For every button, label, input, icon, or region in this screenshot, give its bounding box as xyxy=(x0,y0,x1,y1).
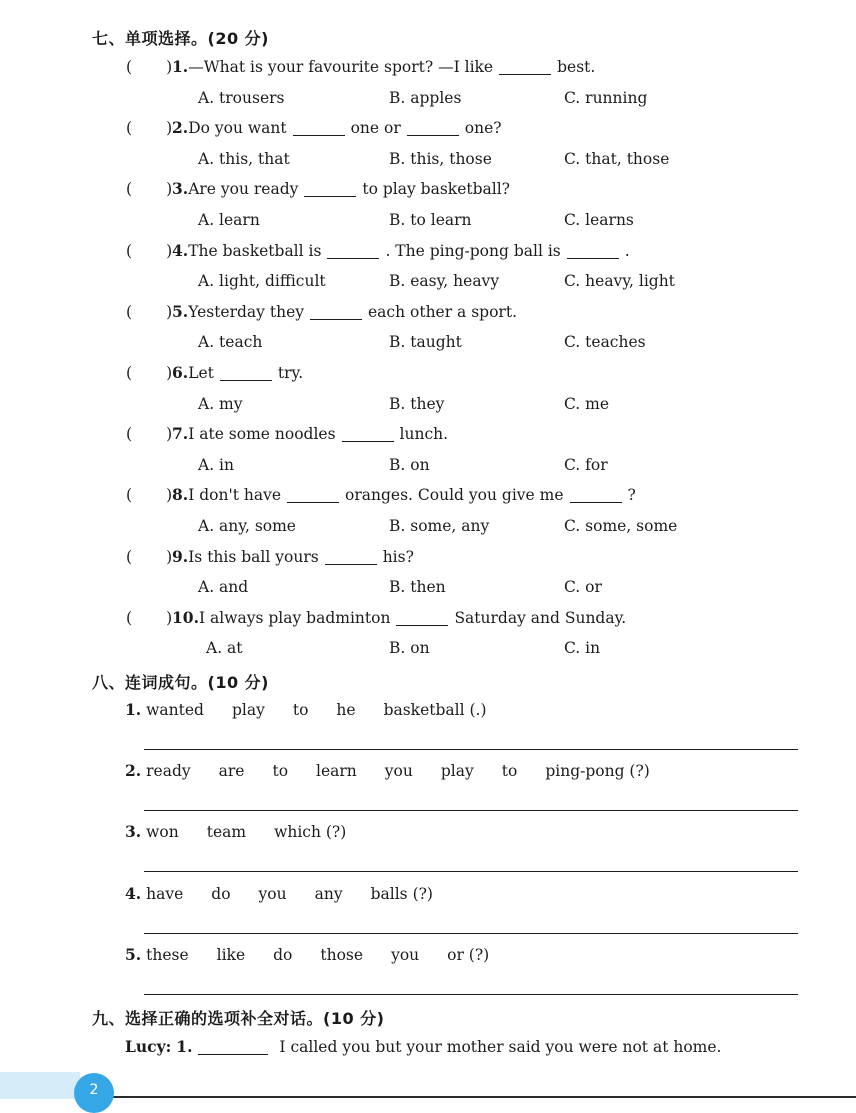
fill-blank[interactable] xyxy=(499,58,551,75)
question-text-end: best. xyxy=(557,58,596,76)
word-token: do xyxy=(211,884,231,903)
question-text-start: The basketball is xyxy=(188,241,322,260)
word-token: learn xyxy=(316,762,357,781)
question-text-start: —What is your favourite sport? —I like xyxy=(188,58,494,76)
option-b[interactable]: B. to learn xyxy=(389,210,472,229)
option-a[interactable]: A. teach xyxy=(198,333,263,352)
option-b[interactable]: B. apples xyxy=(389,88,462,107)
question-6 xyxy=(126,363,303,383)
option-b[interactable]: B. some, any xyxy=(389,516,490,535)
answer-line[interactable] xyxy=(144,994,798,995)
word-order-item-3 xyxy=(125,822,374,842)
question-number: 7. xyxy=(172,424,189,444)
answer-bracket[interactable]: ( ) xyxy=(126,486,173,505)
option-a[interactable]: A. at xyxy=(206,639,243,658)
question-number: 3. xyxy=(172,179,189,199)
section-9-title: 九、选择正确的选项补全对话。(10 分) xyxy=(92,1009,385,1028)
word-token: or (?) xyxy=(447,945,490,964)
word-token: like xyxy=(216,945,246,964)
answer-bracket[interactable]: ( ) xyxy=(126,425,173,444)
answer-line[interactable] xyxy=(144,933,798,934)
word-token: wanted xyxy=(146,701,204,719)
option-c[interactable]: C. that, those xyxy=(564,149,670,168)
question-number: 5. xyxy=(172,301,189,321)
fill-blank-2[interactable] xyxy=(570,486,622,503)
word-token: have xyxy=(146,884,184,903)
question-text-end: one? xyxy=(464,119,502,138)
word-order-item-1 xyxy=(125,700,515,720)
question-text-start: Do you want xyxy=(188,119,287,138)
question-9 xyxy=(126,547,414,567)
option-b[interactable]: B. this, those xyxy=(389,149,492,168)
option-a[interactable]: A. light, difficult xyxy=(198,272,326,291)
footer-rule xyxy=(80,1096,856,1098)
option-a[interactable]: A. learn xyxy=(198,210,260,229)
question-text-start: Is this ball yours xyxy=(188,547,319,566)
question-text-end: lunch. xyxy=(399,425,449,444)
word-token: you xyxy=(258,884,287,903)
question-text-middle: . The ping-pong ball is xyxy=(385,241,561,260)
answer-line[interactable] xyxy=(144,749,798,750)
fill-blank[interactable] xyxy=(310,303,362,320)
word-order-item-4 xyxy=(125,884,461,904)
option-c[interactable]: C. for xyxy=(564,455,608,474)
word-order-item-2 xyxy=(125,761,678,781)
item-number: 2. xyxy=(125,761,142,781)
option-b[interactable]: B. they xyxy=(389,394,445,413)
question-1 xyxy=(126,57,595,77)
option-a[interactable]: A. and xyxy=(198,578,249,597)
word-token: any xyxy=(314,884,343,903)
section-8-title: 八、连词成句。(10 分) xyxy=(92,673,269,692)
fill-blank-2[interactable] xyxy=(407,119,459,136)
dialogue-line-1 xyxy=(125,1037,721,1057)
word-token: to xyxy=(292,701,309,719)
option-b[interactable]: B. on xyxy=(389,639,430,658)
answer-line[interactable] xyxy=(144,871,798,872)
dialogue-text: I called you but your mother said you were not at home. xyxy=(279,1038,722,1056)
option-c[interactable]: C. learns xyxy=(564,210,634,229)
speaker-label: Lucy: xyxy=(125,1037,172,1056)
word-token: do xyxy=(273,945,293,964)
word-token: he xyxy=(336,701,356,719)
word-token: to xyxy=(501,762,518,781)
option-c[interactable]: C. in xyxy=(564,639,601,658)
question-text-start: Let xyxy=(188,364,214,382)
fill-blank[interactable] xyxy=(293,119,345,136)
answer-bracket[interactable]: ( ) xyxy=(126,119,173,138)
option-c[interactable]: C. or xyxy=(564,578,602,597)
question-7 xyxy=(126,424,448,444)
answer-line[interactable] xyxy=(144,810,798,811)
word-order-item-5 xyxy=(125,945,517,965)
item-number: 3. xyxy=(125,822,142,842)
word-token: ready xyxy=(146,762,191,781)
option-c[interactable]: C. me xyxy=(564,394,610,413)
fill-blank[interactable] xyxy=(396,609,448,626)
fill-blank[interactable] xyxy=(325,548,377,565)
fill-blank[interactable] xyxy=(304,180,356,197)
word-token: won xyxy=(146,823,179,842)
word-token: balls (?) xyxy=(370,884,433,903)
option-a[interactable]: A. trousers xyxy=(198,88,285,107)
fill-blank-2[interactable] xyxy=(567,242,619,259)
question-4 xyxy=(126,241,630,261)
word-token: team xyxy=(206,823,247,842)
option-a[interactable]: A. this, that xyxy=(198,149,290,168)
option-c[interactable]: C. some, some xyxy=(564,516,678,535)
answer-bracket[interactable]: ( ) xyxy=(126,58,173,76)
question-3 xyxy=(126,179,510,199)
question-text-start: I don't have xyxy=(188,486,282,505)
word-token: are xyxy=(218,762,245,781)
question-number: 9. xyxy=(172,546,189,566)
question-number: 10. xyxy=(172,607,199,627)
option-a[interactable]: A. in xyxy=(198,455,234,474)
question-text-end: try. xyxy=(277,364,304,382)
word-token: play xyxy=(440,762,474,781)
fill-blank[interactable] xyxy=(327,242,379,259)
word-token: those xyxy=(320,945,364,964)
option-c[interactable]: C. teaches xyxy=(564,333,646,352)
word-token: to xyxy=(272,762,289,781)
question-number: 1. xyxy=(172,57,189,76)
option-b[interactable]: B. on xyxy=(389,455,430,474)
answer-bracket[interactable]: ( ) xyxy=(126,547,173,566)
question-10 xyxy=(126,608,626,628)
question-text-end: ? xyxy=(627,486,636,505)
item-number: 5. xyxy=(125,944,142,964)
fill-blank[interactable] xyxy=(287,486,339,503)
option-b[interactable]: B. taught xyxy=(389,333,462,352)
fill-blank[interactable] xyxy=(220,364,272,381)
answer-bracket[interactable]: ( ) xyxy=(126,180,173,199)
option-c[interactable]: C. heavy, light xyxy=(564,272,675,291)
question-number: 4. xyxy=(172,240,189,260)
item-number: 1. xyxy=(125,700,142,719)
answer-bracket[interactable]: ( ) xyxy=(126,241,173,260)
question-text-middle: one or xyxy=(350,119,401,138)
option-a[interactable]: A. any, some xyxy=(198,516,296,535)
option-c[interactable]: C. running xyxy=(564,88,648,107)
fill-blank[interactable] xyxy=(342,425,394,442)
answer-bracket[interactable]: ( ) xyxy=(126,364,173,382)
question-text-end: to play basketball? xyxy=(362,180,510,199)
word-token: play xyxy=(231,701,265,719)
footer-bar xyxy=(0,1072,80,1099)
question-text-end: . xyxy=(624,241,630,260)
question-text-middle: oranges. Could you give me xyxy=(345,486,564,505)
dialogue-number: 1. xyxy=(176,1037,193,1056)
question-text-start: Yesterday they xyxy=(188,302,304,321)
question-text-end: each other a sport. xyxy=(368,302,517,321)
word-token: ping-pong (?) xyxy=(545,762,650,781)
question-text-start: I always play badminton xyxy=(198,608,391,627)
section-7-title: 七、单项选择。(20 分) xyxy=(92,29,269,48)
question-text-start: I ate some noodles xyxy=(188,425,336,444)
item-number: 4. xyxy=(125,883,142,903)
option-b[interactable]: B. easy, heavy xyxy=(389,272,500,291)
answer-blank[interactable] xyxy=(198,1038,268,1055)
question-text-end: his? xyxy=(382,547,414,566)
word-token: these xyxy=(146,945,189,964)
question-number: 2. xyxy=(172,118,189,138)
question-number: 6. xyxy=(172,363,189,382)
question-5 xyxy=(126,302,517,322)
question-number: 8. xyxy=(172,485,189,505)
answer-bracket[interactable]: ( ) xyxy=(126,302,173,321)
question-text-start: Are you ready xyxy=(188,180,299,199)
word-token: you xyxy=(384,762,413,781)
word-token: which (?) xyxy=(274,823,347,842)
option-a[interactable]: A. my xyxy=(198,394,243,413)
answer-bracket[interactable]: ( ) xyxy=(126,608,173,627)
page-number-badge: 2 xyxy=(74,1073,114,1113)
option-b[interactable]: B. then xyxy=(389,578,446,597)
word-token: basketball (.) xyxy=(383,701,487,719)
question-text-end: Saturday and Sunday. xyxy=(454,608,627,627)
question-8 xyxy=(126,485,636,505)
word-token: you xyxy=(391,945,420,964)
question-2 xyxy=(126,118,502,138)
